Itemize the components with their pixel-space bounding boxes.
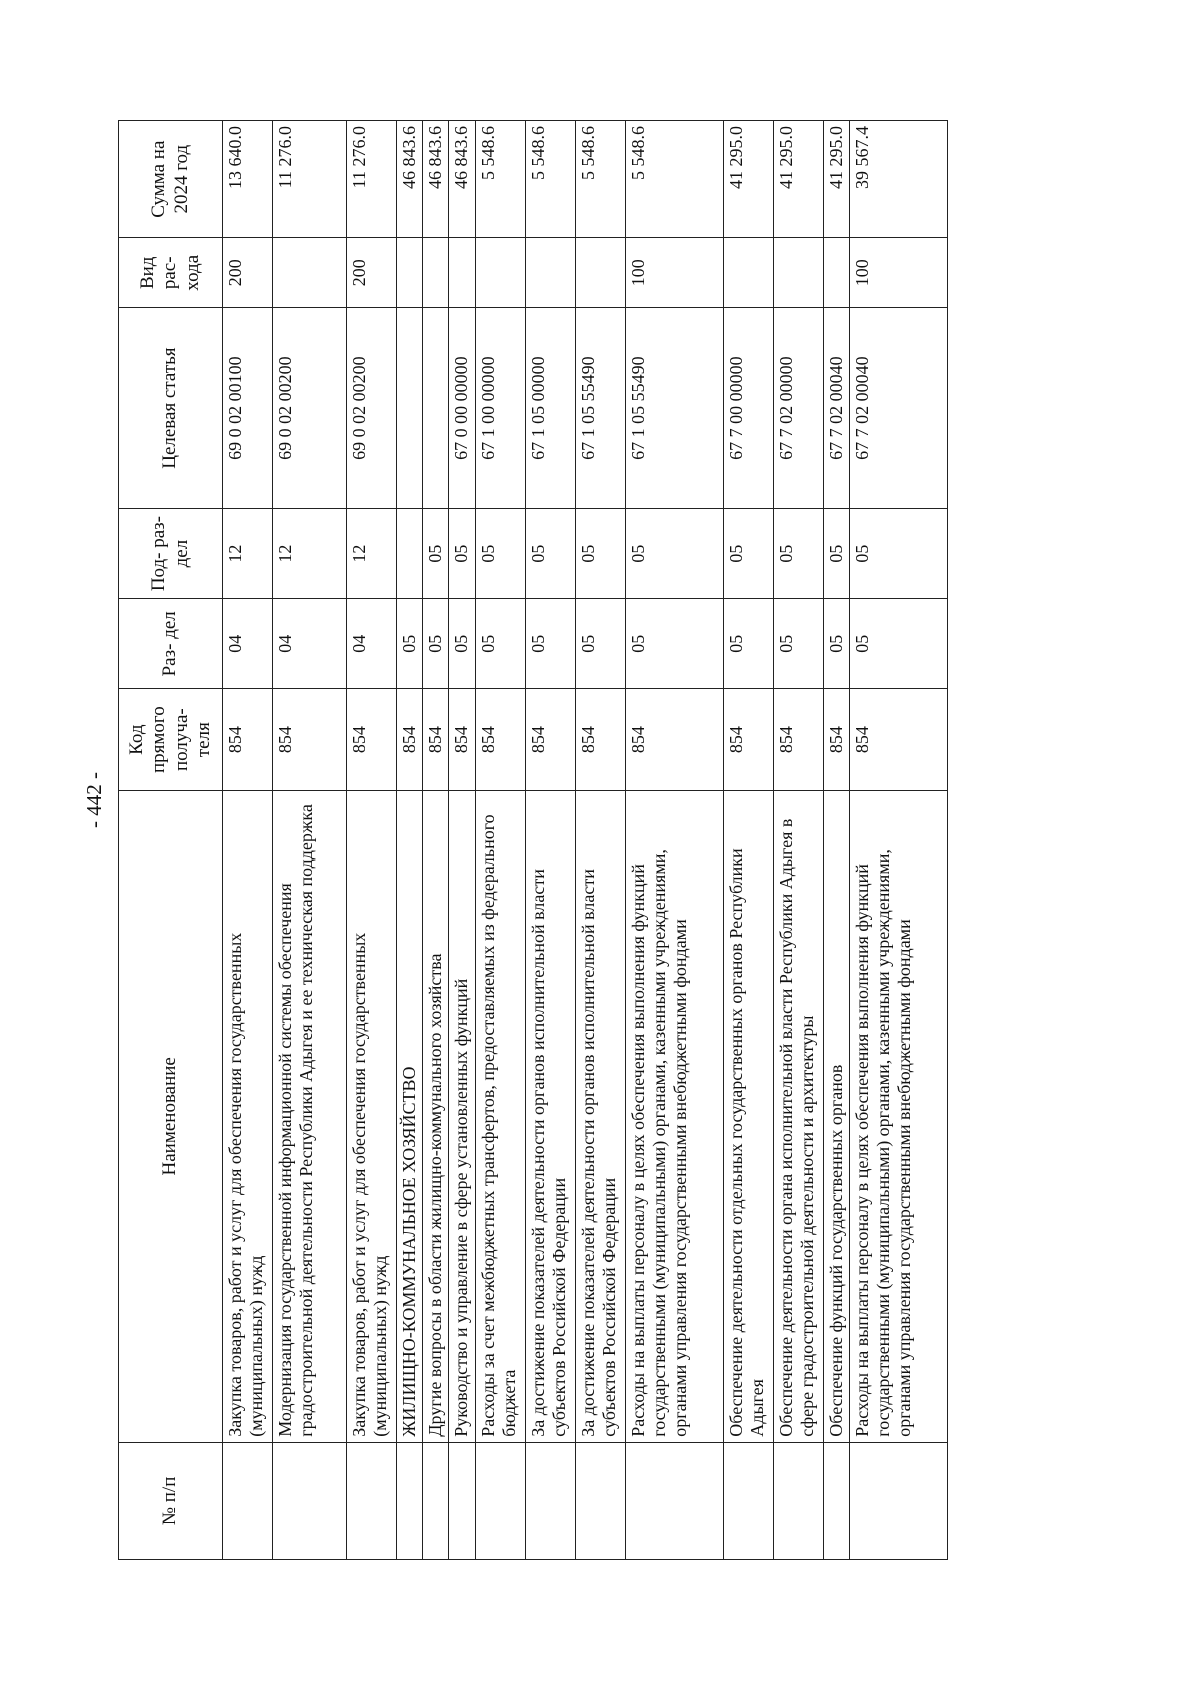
cell-no — [273, 1442, 347, 1559]
cell-amount: 46 843.6 — [449, 121, 475, 238]
cell-recipient: 854 — [223, 689, 273, 790]
cell-expense — [397, 238, 423, 308]
cell-subsection: 12 — [223, 508, 273, 598]
cell-subsection: 12 — [273, 508, 347, 598]
cell-section: 05 — [525, 599, 575, 689]
cell-recipient: 854 — [347, 689, 397, 790]
cell-name: Закупка товаров, работ и услуг для обеспечения государственных (муниципальных) нужд — [347, 790, 397, 1442]
cell-expense — [423, 238, 449, 308]
cell-recipient: 854 — [723, 689, 773, 790]
cell-subsection: 05 — [773, 508, 823, 598]
table-row — [849, 121, 947, 1560]
header-expense: Вид рас- хода — [119, 238, 223, 308]
cell-expense — [475, 238, 525, 308]
cell-no — [723, 1442, 773, 1559]
cell-subsection: 05 — [449, 508, 475, 598]
cell-section: 05 — [773, 599, 823, 689]
cell-amount: 13 640.0 — [223, 121, 273, 238]
cell-target — [423, 308, 449, 509]
table-row — [223, 121, 273, 1560]
cell-no — [575, 1442, 625, 1559]
header-no: № п/п — [119, 1442, 223, 1559]
table-row — [773, 121, 823, 1560]
cell-section: 05 — [397, 599, 423, 689]
table-row — [823, 121, 849, 1560]
cell-amount: 11 276.0 — [347, 121, 397, 238]
cell-recipient: 854 — [273, 689, 347, 790]
table-row — [423, 121, 449, 1560]
cell-subsection: 05 — [849, 508, 947, 598]
cell-no — [397, 1442, 423, 1559]
cell-no — [423, 1442, 449, 1559]
cell-amount: 39 567.4 — [849, 121, 947, 238]
cell-subsection: 05 — [525, 508, 575, 598]
header-name: Наименование — [119, 790, 223, 1442]
cell-expense: 200 — [347, 238, 397, 308]
cell-expense: 200 — [223, 238, 273, 308]
cell-expense — [723, 238, 773, 308]
table-row — [723, 121, 773, 1560]
table-row — [449, 121, 475, 1560]
cell-name: За достижение показателей деятельности органов исполнительной власти субъектов Российской Федерации — [575, 790, 625, 1442]
cell-no — [625, 1442, 723, 1559]
cell-recipient: 854 — [823, 689, 849, 790]
table-header-row — [119, 121, 223, 1560]
cell-target: 67 7 02 00000 — [773, 308, 823, 509]
cell-expense — [823, 238, 849, 308]
cell-subsection: 05 — [723, 508, 773, 598]
cell-subsection: 05 — [823, 508, 849, 598]
cell-name: Расходы на выплаты персоналу в целях обеспечения выполнения функций государственными (муниципальными) органами, казенными учреждениями, органами управления государственными внебюджетными фондами — [625, 790, 723, 1442]
cell-amount: 5 548.6 — [475, 121, 525, 238]
cell-name: Обеспечение функций государственных органов — [823, 790, 849, 1442]
table-row — [575, 121, 625, 1560]
cell-no — [525, 1442, 575, 1559]
cell-no — [823, 1442, 849, 1559]
cell-expense: 100 — [625, 238, 723, 308]
header-section: Раз- дел — [119, 599, 223, 689]
cell-amount: 41 295.0 — [723, 121, 773, 238]
cell-amount: 41 295.0 — [773, 121, 823, 238]
header-amount: Сумма на 2024 год — [119, 121, 223, 238]
cell-name: Расходы за счет межбюджетных трансфертов, предоставляемых из федерального бюджета — [475, 790, 525, 1442]
cell-target — [397, 308, 423, 509]
cell-no — [223, 1442, 273, 1559]
header-subsection: Под- раз- дел — [119, 508, 223, 598]
cell-section: 05 — [475, 599, 525, 689]
cell-no — [347, 1442, 397, 1559]
cell-expense — [575, 238, 625, 308]
cell-subsection: 12 — [347, 508, 397, 598]
cell-amount: 5 548.6 — [625, 121, 723, 238]
cell-subsection: 05 — [475, 508, 525, 598]
cell-section: 05 — [625, 599, 723, 689]
page-number: - 442 - — [82, 772, 106, 828]
cell-expense — [449, 238, 475, 308]
cell-section: 04 — [273, 599, 347, 689]
cell-recipient: 854 — [449, 689, 475, 790]
cell-amount: 5 548.6 — [525, 121, 575, 238]
header-target: Целевая статья — [119, 308, 223, 509]
cell-no — [773, 1442, 823, 1559]
cell-target: 67 1 05 00000 — [525, 308, 575, 509]
cell-no — [449, 1442, 475, 1559]
budget-table — [118, 120, 948, 1560]
cell-name: Руководство и управление в сфере установленных функций — [449, 790, 475, 1442]
cell-target: 67 1 05 55490 — [575, 308, 625, 509]
table-row — [273, 121, 347, 1560]
cell-expense: 100 — [849, 238, 947, 308]
cell-name: Модернизация государственной информационной системы обеспечения градостроительной деятельности Республики Адыгея и ее техническая поддержка — [273, 790, 347, 1442]
cell-target: 67 7 02 00040 — [823, 308, 849, 509]
cell-recipient: 854 — [525, 689, 575, 790]
cell-target: 69 0 02 00200 — [273, 308, 347, 509]
cell-recipient: 854 — [397, 689, 423, 790]
cell-target: 67 1 00 00000 — [475, 308, 525, 509]
cell-name: Расходы на выплаты персоналу в целях обеспечения выполнения функций государственными (муниципальными) органами, казенными учреждениями, органами управления государственными внебюджетными фондами — [849, 790, 947, 1442]
cell-amount: 46 843.6 — [423, 121, 449, 238]
table-row — [397, 121, 423, 1560]
cell-recipient: 854 — [575, 689, 625, 790]
cell-name: За достижение показателей деятельности органов исполнительной власти субъектов Российской Федерации — [525, 790, 575, 1442]
cell-target: 67 7 00 00000 — [723, 308, 773, 509]
cell-target: 67 0 00 00000 — [449, 308, 475, 509]
cell-recipient: 854 — [625, 689, 723, 790]
cell-name: ЖИЛИЩНО-КОММУНАЛЬНОЕ ХОЗЯЙСТВО — [397, 790, 423, 1442]
cell-target: 69 0 02 00200 — [347, 308, 397, 509]
cell-section: 04 — [347, 599, 397, 689]
cell-name: Закупка товаров, работ и услуг для обеспечения государственных (муниципальных) нужд — [223, 790, 273, 1442]
cell-section: 05 — [723, 599, 773, 689]
cell-section: 05 — [823, 599, 849, 689]
cell-recipient: 854 — [849, 689, 947, 790]
cell-section: 05 — [575, 599, 625, 689]
cell-amount: 11 276.0 — [273, 121, 347, 238]
cell-name: Обеспечение деятельности отдельных государственных органов Республики Адыгея — [723, 790, 773, 1442]
cell-target: 69 0 02 00100 — [223, 308, 273, 509]
cell-name: Другие вопросы в области жилищно-коммунального хозяйства — [423, 790, 449, 1442]
cell-amount: 41 295.0 — [823, 121, 849, 238]
cell-expense — [273, 238, 347, 308]
cell-section: 04 — [223, 599, 273, 689]
rotated-table-container — [118, 120, 1073, 1560]
cell-subsection — [397, 508, 423, 598]
cell-section: 05 — [849, 599, 947, 689]
table-row — [525, 121, 575, 1560]
cell-subsection: 05 — [575, 508, 625, 598]
cell-subsection: 05 — [423, 508, 449, 598]
cell-subsection: 05 — [625, 508, 723, 598]
cell-recipient: 854 — [773, 689, 823, 790]
cell-recipient: 854 — [423, 689, 449, 790]
cell-name: Обеспечение деятельности органа исполнительной власти Республики Адыгея в сфере градостроительной деятельности и архитектуры — [773, 790, 823, 1442]
cell-amount: 46 843.6 — [397, 121, 423, 238]
cell-amount: 5 548.6 — [575, 121, 625, 238]
table-row — [475, 121, 525, 1560]
cell-target: 67 1 05 55490 — [625, 308, 723, 509]
header-recipient: Код прямого получа- теля — [119, 689, 223, 790]
cell-section: 05 — [449, 599, 475, 689]
cell-expense — [773, 238, 823, 308]
cell-recipient: 854 — [475, 689, 525, 790]
table-row — [347, 121, 397, 1560]
cell-target: 67 7 02 00040 — [849, 308, 947, 509]
cell-expense — [525, 238, 575, 308]
cell-no — [849, 1442, 947, 1559]
cell-no — [475, 1442, 525, 1559]
table-row — [625, 121, 723, 1560]
cell-section: 05 — [423, 599, 449, 689]
